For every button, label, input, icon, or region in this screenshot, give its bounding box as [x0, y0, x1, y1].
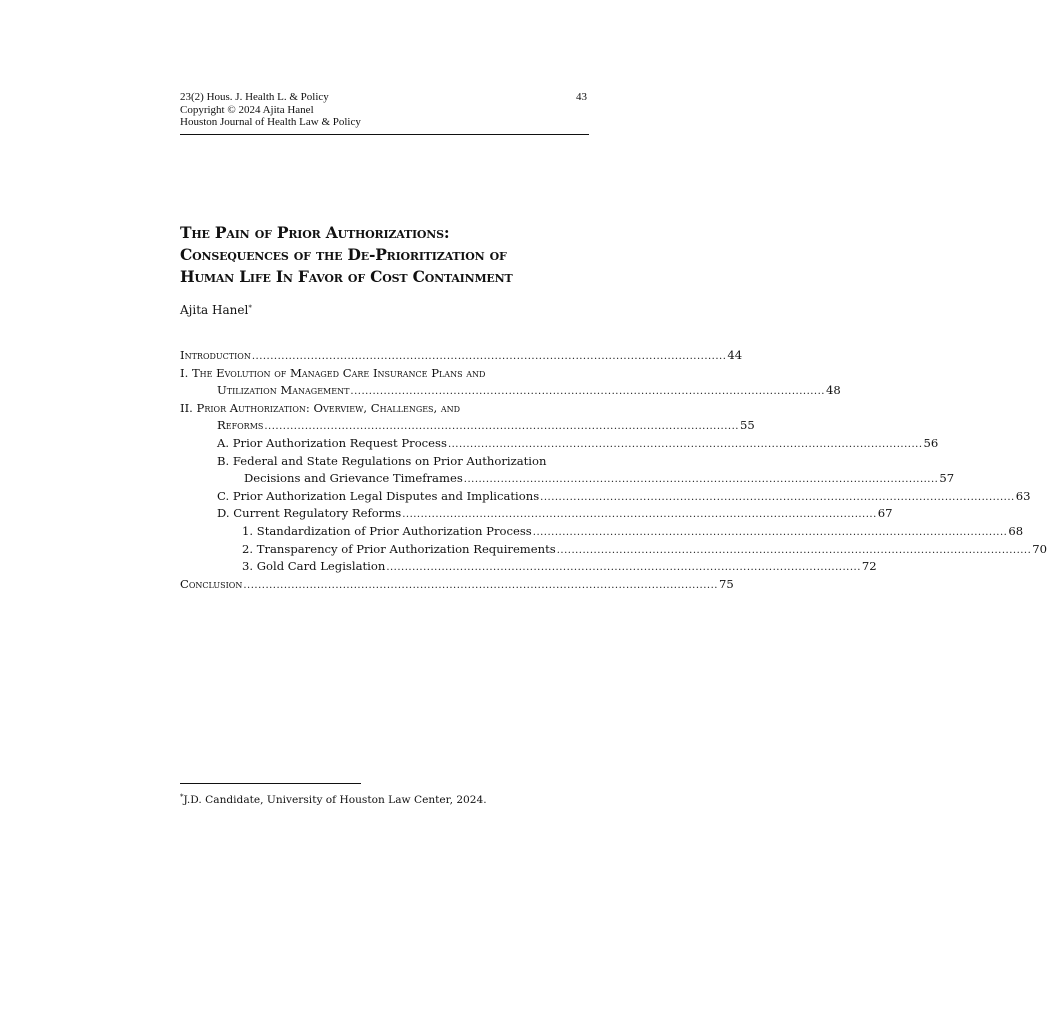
toc-entry-label: A. Prior Authorization Request Process [217, 435, 447, 450]
toc-entry-subsection-2 [180, 541, 1047, 559]
toc-entry-label: B. Federal and State Regulations on Prior Authorization [217, 453, 547, 468]
toc-leader-dots: ................................................................................................................................. [251, 351, 727, 362]
header-divider [180, 134, 589, 135]
running-header [180, 91, 589, 129]
toc-entry-section-b-continued [180, 470, 955, 488]
toc-entry-part-2-continued [180, 417, 755, 435]
toc-page-number: 63 [1015, 488, 1031, 503]
toc-page-number: 72 [861, 559, 877, 574]
toc-entry-label: 2. Transparency of Prior Authorization Requirements [242, 541, 556, 556]
toc-leader-dots: ................................................................................................................................. [243, 579, 718, 591]
table-of-contents [180, 347, 1047, 593]
title-line-1: The Pain of Prior Authorizations: [180, 223, 450, 242]
author-footnote-marker: * [248, 304, 252, 312]
toc-page-number: 68 [1008, 523, 1024, 538]
toc-entry-label: Decisions and Grievance Timeframes [244, 471, 463, 486]
toc-entry-label: Utilization Management [217, 383, 350, 398]
title-line-3: Human Life In Favor of Cost Containment [180, 267, 513, 286]
toc-page-number: 57 [939, 471, 955, 486]
journal-name: Houston Journal of Health Law & Policy [180, 116, 361, 128]
toc-leader-dots: ................................................................................................................................. [447, 438, 923, 450]
toc-page-number: 56 [923, 435, 939, 450]
toc-entry-section-b [180, 453, 588, 471]
toc-entry-subsection-3 [180, 558, 877, 576]
toc-page-number: 55 [739, 418, 755, 433]
toc-entry-label: 1. Standardization of Prior Authorization Process [242, 523, 532, 538]
toc-entry-subsection-1 [180, 523, 1024, 541]
toc-entry-section-d [180, 505, 893, 523]
toc-leader-dots: ................................................................................................................................. [386, 562, 861, 574]
toc-entry-conclusion [180, 576, 734, 594]
footnote [180, 793, 487, 806]
toc-page-number: 44 [727, 348, 743, 362]
toc-leader-dots: ................................................................................................................................. [532, 526, 1008, 538]
document-page [180, 0, 1047, 1024]
toc-entry-label: C. Prior Authorization Legal Disputes and Implications [217, 488, 540, 503]
toc-entry-part-2 [180, 400, 588, 418]
title-line-2: Consequences of the De-Prioritization of [180, 245, 507, 264]
toc-leader-dots: ................................................................................................................................. [556, 544, 1032, 556]
footnote-text: J.D. Candidate, University of Houston Law Center, 2024. [183, 794, 487, 806]
toc-entry-introduction [180, 347, 743, 365]
toc-entry-section-c [180, 488, 1031, 506]
footnote-divider [180, 783, 361, 784]
toc-entry-part-1 [180, 365, 588, 383]
toc-page-number: 70 [1032, 541, 1047, 556]
toc-entry-section-a [180, 435, 939, 453]
toc-entry-label: 3. Gold Card Legislation [242, 559, 386, 574]
toc-leader-dots: ................................................................................................................................. [402, 509, 877, 521]
author-name: Ajita Hanel [180, 303, 249, 317]
author-byline [180, 303, 252, 317]
journal-citation: 23(2) Hous. J. Health L. & Policy [180, 91, 329, 103]
toc-leader-dots: ................................................................................................................................. [350, 386, 825, 398]
toc-entry-label: Conclusion [180, 576, 243, 591]
toc-entry-label: D. Current Regulatory Reforms [217, 506, 402, 521]
toc-leader-dots: ................................................................................................................................. [264, 421, 739, 433]
page-number: 43 [576, 91, 587, 103]
toc-page-number: 75 [718, 576, 734, 591]
copyright-notice: Copyright © 2024 Ajita Hanel [180, 103, 314, 116]
toc-entry-label: Reforms [217, 418, 264, 433]
toc-page-number: 67 [877, 506, 893, 521]
toc-page-number: 48 [825, 383, 841, 398]
toc-entry-label: II. Prior Authorization: Overview, Challenges, and [180, 400, 461, 415]
toc-leader-dots: ................................................................................................................................. [463, 474, 939, 486]
article-title [180, 222, 589, 288]
toc-leader-dots: ................................................................................................................................. [540, 491, 1015, 503]
toc-entry-label: Introduction [180, 348, 251, 362]
toc-entry-label: I. The Evolution of Managed Care Insurance Plans and [180, 365, 486, 380]
toc-entry-part-1-continued [180, 382, 841, 400]
footnote-marker: * [180, 793, 184, 801]
